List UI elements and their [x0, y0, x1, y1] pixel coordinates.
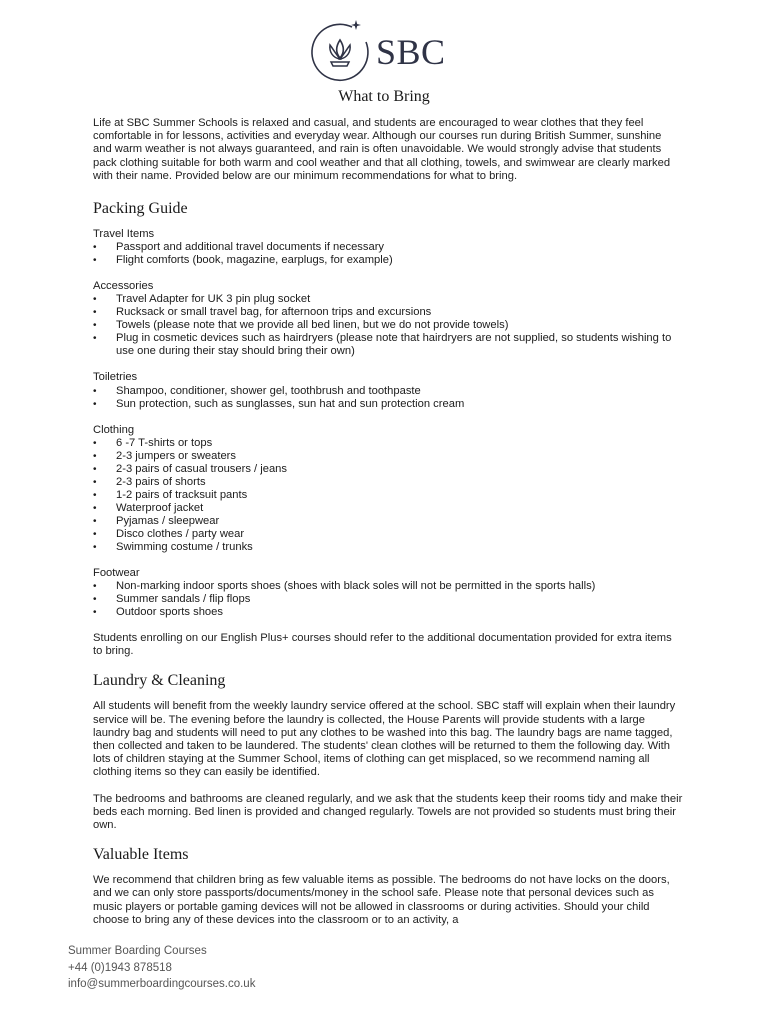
footer-contact — [68, 943, 255, 993]
list-item: • Disco clothes / party wear — [93, 528, 683, 541]
footer-company: Summer Boarding Courses — [68, 945, 207, 957]
valuables-paragraph-1: We recommend that children bring as few valuable items as possible. The bedrooms do not have locks on the doors, and we can only store passports/documents/money in the school safe. Please note that personal devices such as music players or portable gaming devices will not be allowed in classrooms or during activities. Should your child choose to bring any of these devices into the classroom or to an activity, a — [93, 874, 670, 926]
laundry-heading: Laundry & Cleaning — [93, 672, 226, 690]
packing-group-title: Accessories — [93, 280, 154, 293]
list-item: • 6 -7 T-shirts or tops — [93, 437, 683, 450]
list-item: • Rucksack or small travel bag, for afternoon trips and excursions — [93, 306, 683, 319]
packing-group — [93, 228, 683, 267]
crown-emblem-icon — [308, 18, 372, 84]
packing-group-title: Clothing — [93, 423, 135, 436]
packing-group — [93, 567, 683, 619]
list-item: • Summer sandals / flip flops — [93, 593, 683, 606]
packing-guide-heading: Packing Guide — [93, 200, 188, 218]
packing-list — [93, 293, 683, 358]
page-title: What to Bring — [338, 88, 430, 105]
list-item: • Waterproof jacket — [93, 502, 683, 515]
valuables-heading: Valuable Items — [93, 846, 189, 864]
list-item: • Swimming costume / trunks — [93, 541, 683, 554]
list-item: • 2-3 jumpers or sweaters — [93, 450, 683, 463]
list-item: • Plug in cosmetic devices such as hairdryers (please note that hairdryers are not supplied, so students wishing to use one during their stay should bring their own) — [93, 332, 683, 358]
packing-list — [93, 437, 683, 554]
english-plus-note: Students enrolling on our English Plus+ courses should refer to the additional documentation provided for extra items to bring. — [93, 632, 672, 658]
document-body — [93, 117, 683, 927]
list-item: • Shampoo, conditioner, shower gel, toothbrush and toothpaste — [93, 385, 683, 398]
list-item: • Non-marking indoor sports shoes (shoes with black soles will not be permitted in the sports halls) — [93, 580, 683, 593]
packing-group-title: Footwear — [93, 566, 140, 579]
list-item: • Pyjamas / sleepwear — [93, 515, 683, 528]
packing-list — [93, 241, 683, 267]
packing-list — [93, 385, 683, 411]
packing-group — [93, 371, 683, 410]
footer-phone: +44 (0)1943 878518 — [68, 961, 172, 974]
packing-group — [93, 280, 683, 358]
list-item: • 1-2 pairs of tracksuit pants — [93, 489, 683, 502]
list-item: • Sun protection, such as sunglasses, sun hat and sun protection cream — [93, 398, 683, 411]
packing-groups — [93, 228, 683, 619]
list-item: • Travel Adapter for UK 3 pin plug socket — [93, 293, 683, 306]
list-item: • Passport and additional travel documents if necessary — [93, 241, 683, 254]
brand-name: SBC — [376, 32, 446, 72]
packing-group-title: Travel Items — [93, 228, 155, 241]
sbc-logo — [308, 18, 468, 84]
list-item: • Outdoor sports shoes — [93, 606, 683, 619]
list-item: • 2-3 pairs of shorts — [93, 476, 683, 489]
list-item: • Flight comforts (book, magazine, earplugs, for example) — [93, 254, 683, 267]
intro-paragraph: Life at SBC Summer Schools is relaxed and casual, and students are encouraged to wear clothes that they feel comfortable in for lessons, activities and everyday wear. Although our courses run during British Summer, sunshine and warm weather is not always guaranteed, and rain is often unavoidable. We would strongly advise that students pack clothing suitable for both warm and cool weather and that all clothing, towels, and swimwear are clearly marked with their name. Provided below are our minimum recommendations for what to bring. — [93, 117, 671, 182]
footer-email: info@summerboardingcourses.co.uk — [68, 978, 256, 990]
list-item: • Towels (please note that we provide all bed linen, but we do not provide towels) — [93, 319, 683, 332]
laundry-paragraph-2: The bedrooms and bathrooms are cleaned regularly, and we ask that the students keep their rooms tidy and make their beds each morning. Bed linen is provided and changed regularly. Towels are not provided so students must bring their own. — [93, 792, 683, 832]
packing-group — [93, 424, 683, 554]
list-item: • 2-3 pairs of casual trousers / jeans — [93, 463, 683, 476]
packing-list — [93, 580, 683, 619]
laundry-paragraph-1: All students will benefit from the weekly laundry service offered at the school. SBC staff will explain when their laundry service will be. The evening before the laundry is collected, the House Parents will provide students with a large laundry bag and students will need to put any clothes to be washed into this bag. The laundry bags are name tagged, then collected and taken to be laundered. The students' clean clothes will be returned to them the following day. With lots of children staying at the Summer School, items of clothing can get misplaced, so we recommend naming all clothing items so they can easily be identified. — [93, 700, 676, 779]
packing-group-title: Toiletries — [93, 371, 138, 384]
